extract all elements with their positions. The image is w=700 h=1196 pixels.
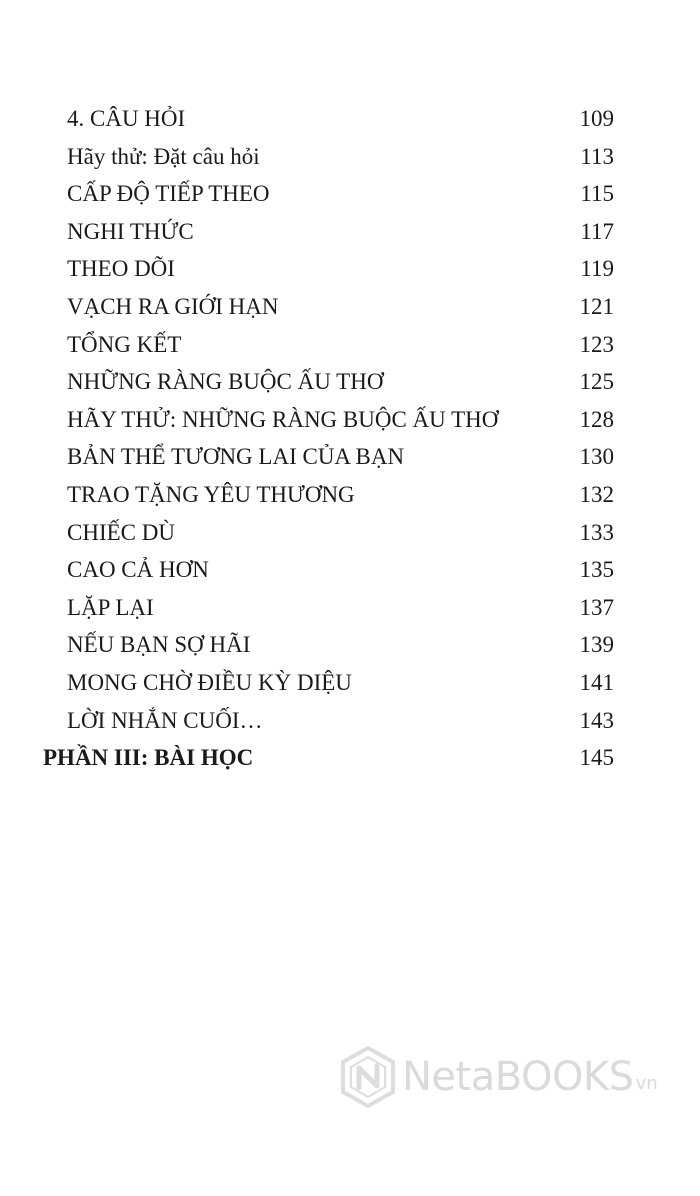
toc-entry-page: 121 [579, 293, 614, 319]
toc-entry-title: CẤP ĐỘ TIẾP THEO [67, 181, 270, 207]
toc-entry-page: 143 [579, 707, 614, 733]
toc-entry-title: MONG CHỜ ĐIỀU KỲ DIỆU [67, 669, 352, 695]
toc-entry-title: THEO DÕI [67, 256, 175, 282]
watermark-suffix: vn [635, 1073, 658, 1094]
netabooks-watermark [340, 1046, 658, 1108]
toc-entry [0, 438, 700, 476]
toc-entry [0, 138, 700, 176]
toc-entry [0, 551, 700, 589]
toc-entry-title: LẶP LẠI [67, 594, 154, 620]
toc-part-title: PHẦN III: BÀI HỌC [43, 745, 254, 771]
toc-entry-page: 125 [579, 369, 614, 395]
toc-part-heading [0, 739, 700, 777]
toc-entry-page: 132 [579, 481, 614, 507]
toc-entry-title: TỔNG KẾT [67, 331, 182, 357]
toc-entry [0, 514, 700, 552]
toc-entry-title: NGHI THỨC [67, 218, 194, 244]
toc-entry [0, 250, 700, 288]
toc-entry-page: 139 [579, 632, 614, 658]
toc-entry-title: LỜI NHẮN CUỐI… [67, 707, 263, 733]
toc-entry [0, 626, 700, 664]
table-of-contents [0, 100, 700, 777]
toc-entry-title: CHIẾC DÙ [67, 519, 175, 545]
toc-entry [0, 363, 700, 401]
toc-entry-title: HÃY THỬ: NHỮNG RÀNG BUỘC ẤU THƠ [67, 406, 499, 432]
toc-entry-page: 113 [580, 143, 614, 169]
toc-entry-page: 119 [580, 256, 614, 282]
toc-entry-page: 133 [579, 519, 614, 545]
toc-entry-title: 4. CÂU HỎI [67, 106, 186, 131]
toc-entry-title: CAO CẢ HƠN [67, 557, 209, 583]
toc-entry-page: 135 [579, 557, 614, 583]
toc-entry-title: Hãy thử: Đặt câu hỏi [67, 143, 260, 169]
netabooks-logo-icon [340, 1046, 396, 1108]
toc-entry [0, 589, 700, 627]
toc-entry-page: 128 [579, 406, 614, 432]
toc-entry-page: 123 [579, 331, 614, 357]
toc-entry-page: 137 [579, 594, 614, 620]
toc-entry [0, 401, 700, 439]
toc-entry-title: NHỮNG RÀNG BUỘC ẤU THƠ [67, 369, 384, 395]
toc-entry-page: 109 [579, 106, 614, 131]
toc-entry-page: 130 [579, 444, 614, 470]
toc-entry-title: BẢN THỂ TƯƠNG LAI CỦA BẠN [67, 444, 405, 470]
toc-entry [0, 288, 700, 326]
toc-entry [0, 175, 700, 213]
toc-entry [0, 702, 700, 740]
toc-entry-title: NẾU BẠN SỢ HÃI [67, 632, 251, 658]
toc-entry [0, 213, 700, 251]
toc-entry-page: 141 [579, 669, 614, 695]
toc-entry [0, 476, 700, 514]
toc-entry-title: VẠCH RA GIỚI HẠN [67, 293, 279, 319]
toc-entry [0, 100, 700, 138]
watermark-brand: NetaBOOKS [402, 1054, 634, 1100]
toc-entry-page: 115 [580, 181, 614, 207]
toc-entry-page: 117 [580, 218, 614, 244]
toc-entry [0, 664, 700, 702]
toc-part-page: 145 [579, 745, 614, 771]
toc-entry-title: TRAO TẶNG YÊU THƯƠNG [67, 481, 355, 507]
toc-entry [0, 326, 700, 364]
